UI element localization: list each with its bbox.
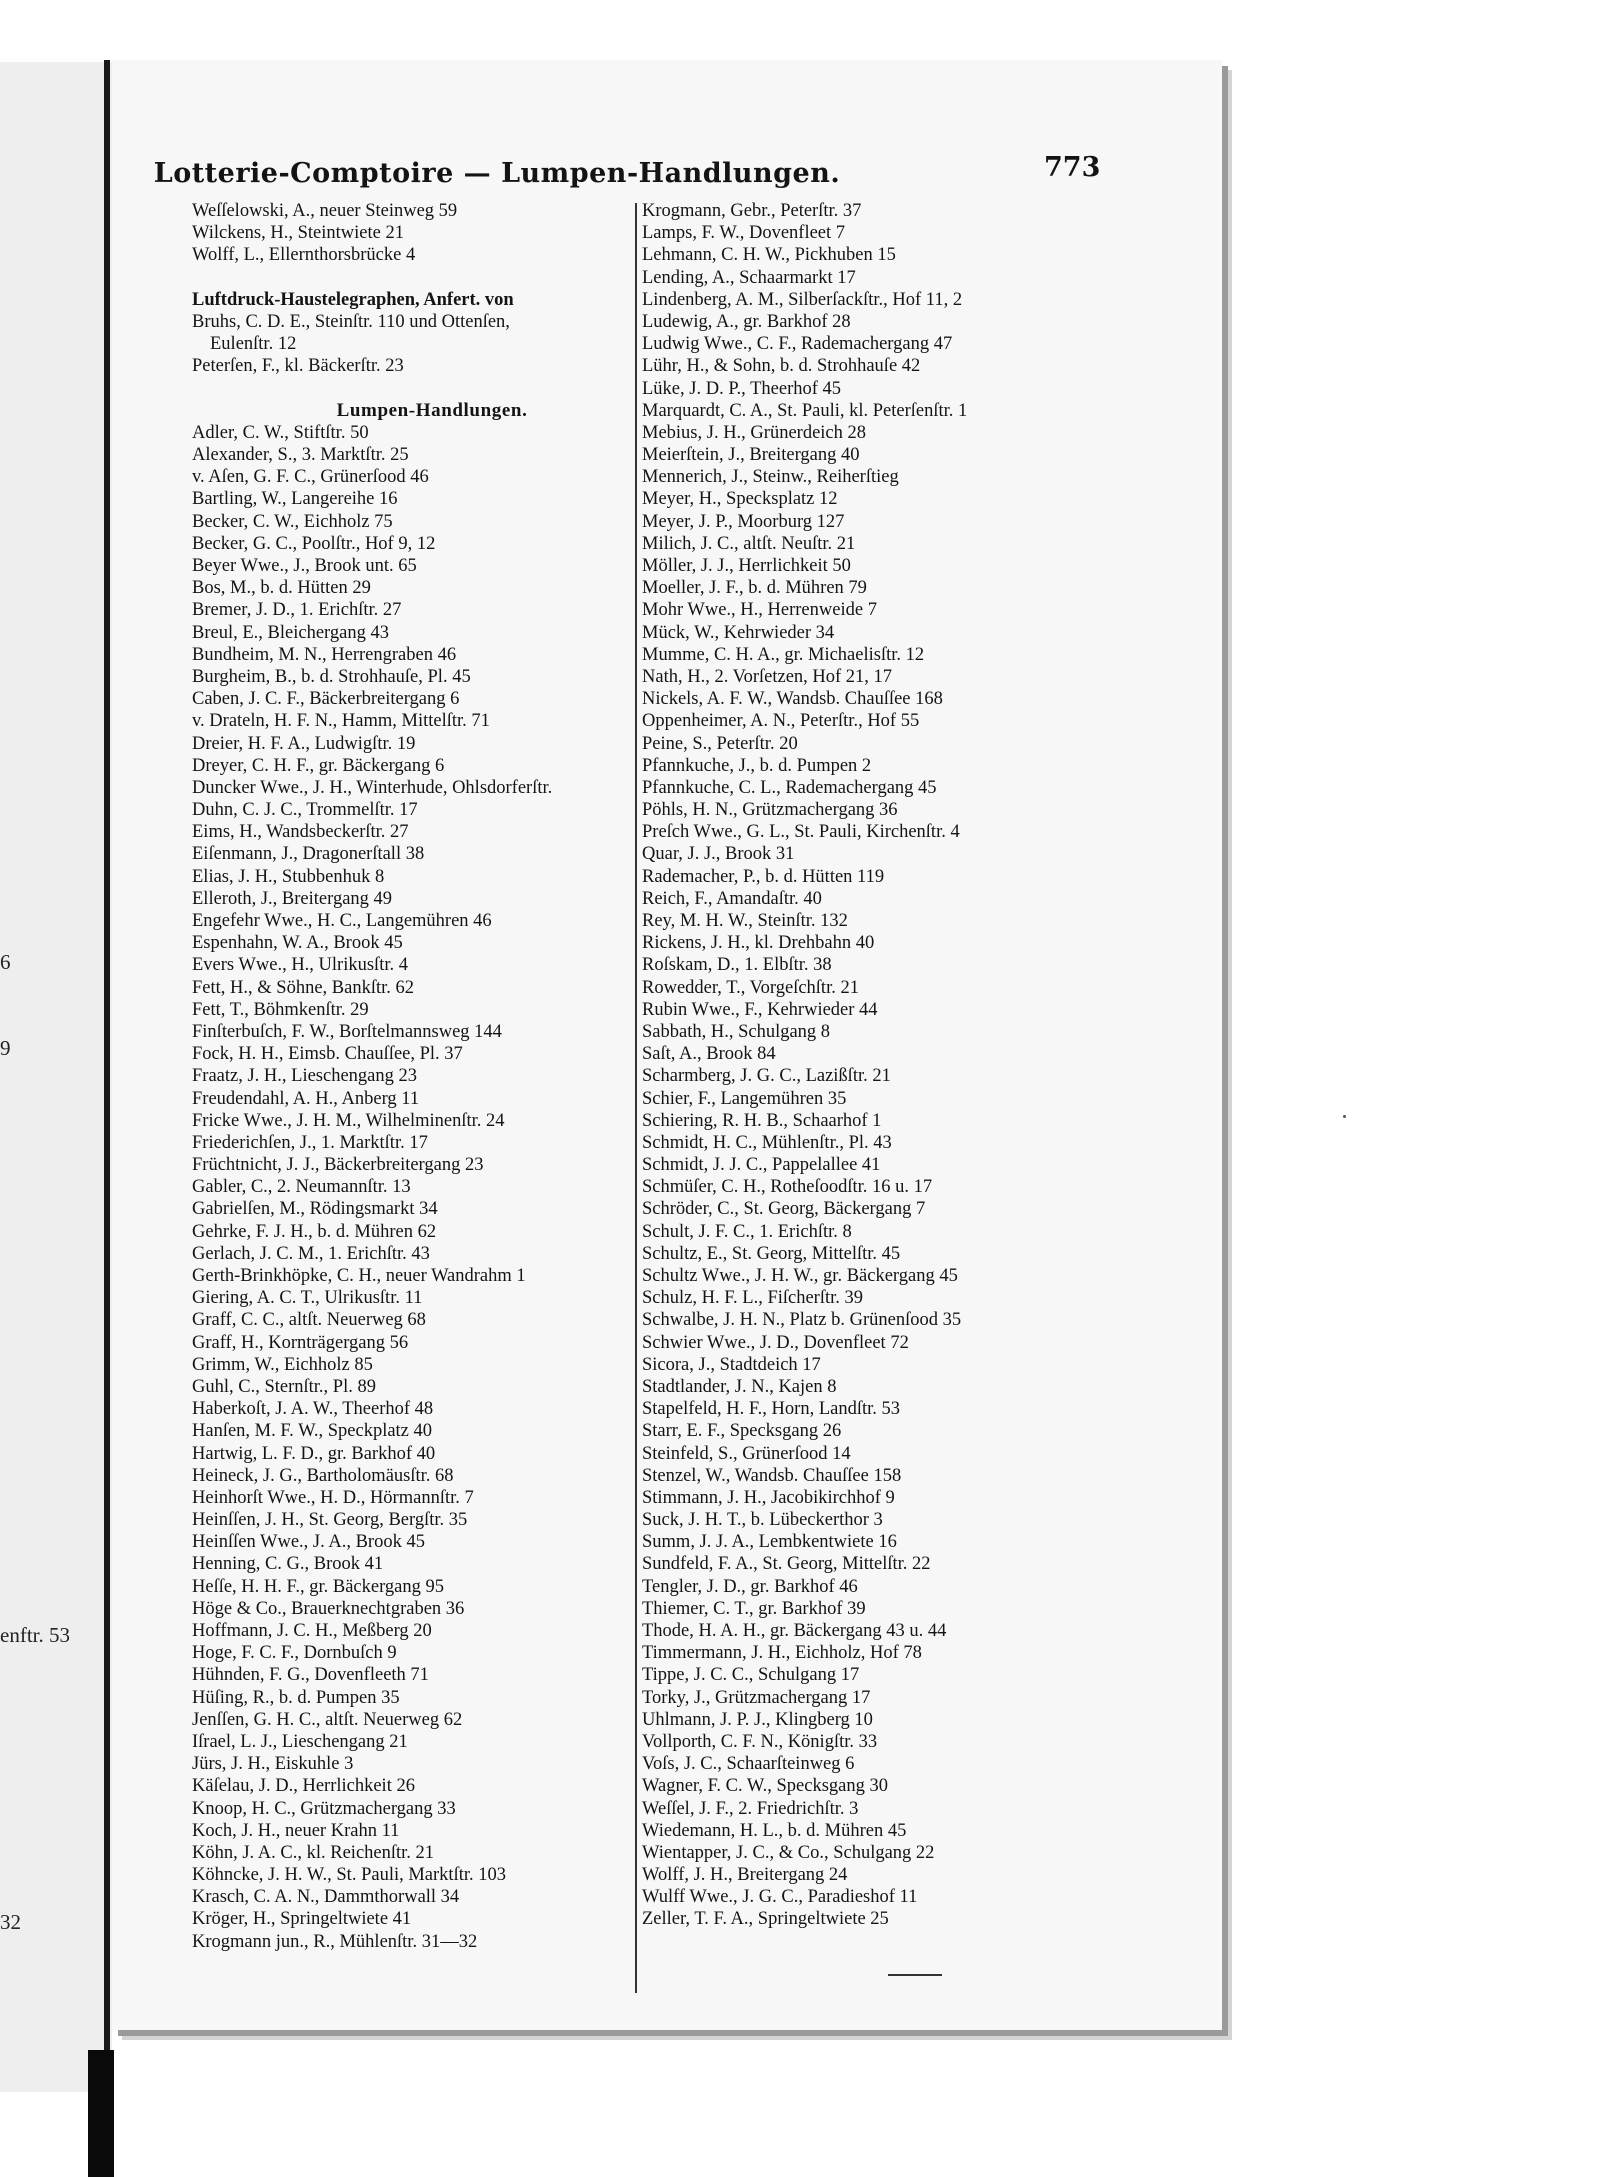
- directory-entry: Fett, T., Böhmkenſtr. 29: [192, 999, 369, 1020]
- directory-entry: Heinſſen, J. H., St. Georg, Bergſtr. 35: [192, 1510, 468, 1531]
- directory-entry: Evers Wwe., H., Ulrikusſtr. 4: [192, 955, 408, 976]
- directory-entry: Pfannkuche, C. L., Rademachergang 45: [642, 777, 937, 798]
- directory-entry: Duncker Wwe., J. H., Winterhude, Ohlsdorferſtr.: [192, 777, 553, 798]
- directory-entry: Becker, G. C., Poolſtr., Hof 9, 12: [192, 533, 436, 554]
- directory-entry: Mück, W., Kehrwieder 34: [642, 622, 835, 643]
- entry-continuation: Eulenſtr. 12: [210, 334, 297, 355]
- directory-entry: Fock, H. H., Eimsb. Chauſſee, Pl. 37: [192, 1044, 463, 1065]
- directory-entry: Elleroth, J., Breitergang 49: [192, 888, 393, 909]
- directory-entry: Höge & Co., Brauerknechtgraben 36: [192, 1598, 465, 1619]
- directory-entry: Graff, H., Kornträgergang 56: [192, 1332, 409, 1353]
- directory-entry: Ludwig Wwe., C. F., Rademachergang 47: [642, 334, 953, 355]
- directory-entry: Torky, J., Grützmachergang 17: [642, 1687, 871, 1708]
- directory-page: [112, 60, 1222, 2030]
- directory-entry: Gehrke, F. J. H., b. d. Mühren 62: [192, 1221, 437, 1242]
- directory-entry: Fricke Wwe., J. H. M., Wilhelminenſtr. 24: [192, 1110, 505, 1131]
- facing-page-fragment: 32: [0, 1910, 21, 1934]
- directory-entry: Peterſen, F., kl. Bäckerſtr. 23: [192, 356, 404, 377]
- directory-entry: Wolff, L., Ellernthorsbrücke 4: [192, 245, 416, 266]
- directory-entry: Duhn, C. J. C., Trommelſtr. 17: [192, 800, 418, 821]
- directory-entry: Wiedemann, H. L., b. d. Mühren 45: [642, 1820, 907, 1841]
- page-header: [112, 152, 1222, 196]
- directory-entry: Schultz Wwe., J. H. W., gr. Bäckergang 45: [642, 1266, 958, 1286]
- directory-entry: Wagner, F. C. W., Specksgang 30: [642, 1776, 889, 1797]
- directory-entry: Burgheim, B., b. d. Strohhauſe, Pl. 45: [192, 666, 471, 687]
- directory-entry: Fraatz, J. H., Lieschengang 23: [192, 1066, 418, 1087]
- directory-entry: Jürs, J. H., Eiskuhle 3: [192, 1754, 354, 1775]
- directory-entry: Roſskam, D., 1. Elbſtr. 38: [642, 955, 832, 976]
- directory-entry: Tengler, J. D., gr. Barkhof 46: [642, 1576, 858, 1597]
- directory-entry: Marquardt, C. A., St. Pauli, kl. Peterſenſtr. 1: [642, 400, 968, 421]
- directory-entry: Krogmann jun., R., Mühlenſtr. 31—32: [192, 1931, 478, 1952]
- directory-entry: Heſſe, H. H. F., gr. Bäckergang 95: [192, 1576, 444, 1597]
- directory-entry: Hüſing, R., b. d. Pumpen 35: [192, 1687, 400, 1708]
- directory-entry: Fett, H., & Söhne, Bankſtr. 62: [192, 977, 414, 998]
- directory-entry: Oppenheimer, A. N., Peterſtr., Hof 55: [642, 711, 920, 732]
- directory-entry: Schmidt, H. C., Mühlenſtr., Pl. 43: [642, 1132, 892, 1153]
- running-title: Lotterie-Comptoire — Lumpen-Handlungen.: [153, 158, 841, 189]
- directory-entry: Bundheim, M. N., Herrengraben 46: [192, 644, 457, 665]
- directory-entry: Giering, A. C. T., Ulrikusſtr. 11: [192, 1288, 423, 1309]
- directory-entry: Thode, H. A. H., gr. Bäckergang 43 u. 44: [642, 1621, 947, 1641]
- directory-entry: Thiemer, C. T., gr. Barkhof 39: [642, 1598, 866, 1619]
- directory-entry: Dreyer, C. H. F., gr. Bäckergang 6: [192, 755, 445, 776]
- directory-entry: Suck, J. H. T., b. Lübeckerthor 3: [642, 1510, 883, 1531]
- directory-entry: Mumme, C. H. A., gr. Michaelisſtr. 12: [642, 644, 925, 665]
- directory-entry: Peine, S., Peterſtr. 20: [642, 733, 798, 754]
- directory-entry: Schult, J. F. C., 1. Erichſtr. 8: [642, 1221, 852, 1242]
- directory-entry: Meierſtein, J., Breitergang 40: [642, 445, 860, 466]
- directory-entry: Rowedder, T., Vorgeſchſtr. 21: [642, 977, 859, 998]
- directory-entry: Finſterbuſch, F. W., Borſtelmannsweg 144: [192, 1021, 502, 1042]
- facing-page-fragment: 6: [0, 950, 11, 974]
- directory-entry: Rey, M. H. W., Steinſtr. 132: [642, 911, 848, 931]
- directory-entry: Alexander, S., 3. Marktſtr. 25: [192, 445, 409, 466]
- directory-entry: Reich, F., Amandaſtr. 40: [642, 888, 822, 909]
- directory-entry: Köhncke, J. H. W., St. Pauli, Marktſtr. 103: [192, 1865, 506, 1886]
- directory-entry: Hühnden, F. G., Dovenfleeth 71: [192, 1665, 429, 1686]
- directory-entry: Lühr, H., & Sohn, b. d. Strohhauſe 42: [642, 356, 921, 377]
- directory-entry: Zeller, T. F. A., Springeltwiete 25: [642, 1909, 889, 1930]
- directory-entry: Nickels, A. F. W., Wandsb. Chauſſee 168: [642, 689, 943, 710]
- directory-entry: Krogmann, Gebr., Peterſtr. 37: [642, 201, 862, 221]
- facing-page-fragment: 9: [0, 1036, 11, 1060]
- directory-entry: Ludewig, A., gr. Barkhof 28: [642, 311, 851, 332]
- right-column: [642, 200, 1212, 1931]
- directory-entry: Wolff, J. H., Breitergang 24: [642, 1865, 848, 1886]
- directory-entry: Vollporth, C. F. N., Königſtr. 33: [642, 1731, 878, 1752]
- directory-entry: Mebius, J. H., Grünerdeich 28: [642, 422, 867, 443]
- directory-entry: v. Aſen, G. F. C., Grünerſood 46: [192, 467, 429, 488]
- column-divider: [635, 203, 637, 1993]
- directory-entry: Schmidt, J. J. C., Pappelallee 41: [642, 1155, 881, 1176]
- directory-entry: Becker, C. W., Eichholz 75: [192, 511, 393, 532]
- directory-entry: Espenhahn, W. A., Brook 45: [192, 933, 403, 954]
- directory-entry: Saſt, A., Brook 84: [642, 1044, 776, 1065]
- directory-entry: Haberkoſt, J. A. W., Theerhof 48: [192, 1399, 434, 1420]
- directory-entry: Wilckens, H., Steintwiete 21: [192, 223, 404, 244]
- directory-entry: Sundfeld, F. A., St. Georg, Mittelſtr. 22: [642, 1554, 931, 1575]
- directory-entry: Stenzel, W., Wandsb. Chauſſee 158: [642, 1465, 902, 1486]
- directory-entry: Schröder, C., St. Georg, Bäckergang 7: [642, 1199, 926, 1220]
- directory-entry: Hanſen, M. F. W., Speckplatz 40: [192, 1421, 433, 1442]
- directory-entry: Uhlmann, J. P. J., Klingberg 10: [642, 1709, 873, 1730]
- directory-entry: Schulz, H. F. L., Fiſcherſtr. 39: [642, 1288, 864, 1309]
- page-number: 773: [1044, 152, 1101, 183]
- directory-entry: Gerlach, J. C. M., 1. Erichſtr. 43: [192, 1243, 430, 1264]
- directory-entry: Möller, J. J., Herrlichkeit 50: [642, 556, 851, 576]
- directory-entry: Graff, C. C., altſt. Neuerweg 68: [192, 1310, 426, 1331]
- directory-entry: Sabbath, H., Schulgang 8: [642, 1021, 831, 1042]
- directory-entry: Heineck, J. G., Bartholomäusſtr. 68: [192, 1465, 454, 1486]
- directory-entry: Knoop, H. C., Grützmachergang 33: [192, 1798, 456, 1819]
- directory-entry: Rubin Wwe., F., Kehrwieder 44: [642, 999, 878, 1020]
- directory-entry: Lending, A., Schaarmarkt 17: [642, 267, 856, 288]
- directory-entry: Weſſel, J. F., 2. Friedrichſtr. 3: [642, 1798, 859, 1819]
- directory-entry: Wulff Wwe., J. G. C., Paradieshof 11: [642, 1887, 918, 1908]
- directory-entry: Quar, J. J., Brook 31: [642, 844, 795, 865]
- directory-entry: Timmermann, J. H., Eichholz, Hof 78: [642, 1643, 922, 1664]
- directory-entry: Hoffmann, J. C. H., Meßberg 20: [192, 1621, 432, 1641]
- directory-entry: Breul, E., Bleichergang 43: [192, 622, 389, 643]
- directory-entry: Koch, J. H., neuer Krahn 11: [192, 1820, 400, 1841]
- directory-entry: Moeller, J. F., b. d. Mühren 79: [642, 578, 867, 599]
- directory-entry: Meyer, J. P., Moorburg 127: [642, 511, 845, 532]
- directory-entry: Adler, C. W., Stiftſtr. 50: [192, 422, 369, 443]
- directory-entry: Rickens, J. H., kl. Drehbahn 40: [642, 933, 875, 954]
- directory-entry: Heinhorſt Wwe., H. D., Hörmannſtr. 7: [192, 1487, 474, 1508]
- directory-entry: Gerth-Brinkhöpke, C. H., neuer Wandrahm 1: [192, 1266, 526, 1286]
- directory-entry: Grimm, W., Eichholz 85: [192, 1354, 373, 1375]
- directory-entry: Köhn, J. A. C., kl. Reichenſtr. 21: [192, 1842, 435, 1863]
- directory-entry: Engefehr Wwe., H. C., Langemühren 46: [192, 911, 492, 931]
- directory-entry: Lamps, F. W., Dovenfleet 7: [642, 223, 846, 244]
- directory-entry: Freudendahl, A. H., Anberg 11: [192, 1088, 420, 1109]
- directory-entry: Schiering, R. H. B., Schaarhof 1: [642, 1110, 882, 1131]
- directory-entry: Jenſſen, G. H. C., altſt. Neuerweg 62: [192, 1709, 463, 1730]
- directory-entry: Milich, J. C., altſt. Neuſtr. 21: [642, 533, 856, 554]
- facing-page-fragment: enftr. 53: [0, 1623, 70, 1647]
- directory-entry: Stimmann, J. H., Jacobikirchhof 9: [642, 1487, 895, 1508]
- directory-entry: Stadtlander, J. N., Kajen 8: [642, 1376, 837, 1397]
- directory-entry: Gabler, C., 2. Neumannſtr. 13: [192, 1177, 411, 1198]
- directory-entry: Bartling, W., Langereihe 16: [192, 489, 398, 510]
- directory-entry: Voſs, J. C., Schaarſteinweg 6: [642, 1754, 855, 1775]
- directory-entry: Krasch, C. A. N., Dammthorwall 34: [192, 1887, 460, 1908]
- directory-entry: Pfannkuche, J., b. d. Pumpen 2: [642, 755, 872, 776]
- directory-entry: Früchtnicht, J. J., Bäckerbreitergang 23: [192, 1155, 484, 1176]
- scan-speck: [1343, 1115, 1346, 1118]
- directory-entry: v. Drateln, H. F. N., Hamm, Mittelſtr. 71: [192, 711, 490, 732]
- directory-entry: Schultz, E., St. Georg, Mittelſtr. 45: [642, 1243, 901, 1264]
- directory-entry: Schier, F., Langemühren 35: [642, 1088, 847, 1109]
- directory-entry: Rademacher, P., b. d. Hütten 119: [642, 866, 885, 887]
- directory-entry: Hoge, F. C. F., Dornbuſch 9: [192, 1643, 397, 1664]
- end-rule: [888, 1974, 942, 1976]
- directory-entry: Schmüſer, C. H., Rotheſoodſtr. 16 u. 17: [642, 1177, 933, 1198]
- directory-entry: Friederichſen, J., 1. Marktſtr. 17: [192, 1132, 428, 1153]
- directory-entry: Hartwig, L. F. D., gr. Barkhof 40: [192, 1443, 436, 1464]
- section-heading: Lumpen-Handlungen.: [336, 399, 528, 421]
- directory-entry: Steinfeld, S., Grünerſood 14: [642, 1443, 851, 1464]
- directory-entry: Lindenberg, A. M., Silberſackſtr., Hof 11, 2: [642, 289, 963, 310]
- directory-entry: Dreier, H. F. A., Ludwigſtr. 19: [192, 733, 416, 754]
- directory-entry: Summ, J. J. A., Lembkentwiete 16: [642, 1532, 897, 1553]
- directory-entry: Lehmann, C. H. W., Pickhuben 15: [642, 245, 896, 266]
- directory-entry: Lüke, J. D. P., Theerhof 45: [642, 378, 842, 399]
- category-heading: Luftdruck-Haustelegraphen, Anfert. von: [192, 289, 514, 310]
- directory-entry: Tippe, J. C. C., Schulgang 17: [642, 1665, 860, 1686]
- directory-entry: Weſſelowski, A., neuer Steinweg 59: [192, 201, 458, 221]
- directory-entry: Schwalbe, J. H. N., Platz b. Grünenſood 35: [642, 1310, 962, 1331]
- directory-entry: Kröger, H., Springeltwiete 41: [192, 1909, 412, 1930]
- directory-entry: Bos, M., b. d. Hütten 29: [192, 578, 371, 599]
- directory-entry: Bruhs, C. D. E., Steinſtr. 110 und Ottenſen,: [192, 311, 510, 332]
- directory-entry: Schwier Wwe., J. D., Dovenfleet 72: [642, 1332, 909, 1353]
- directory-entry: Bremer, J. D., 1. Erichſtr. 27: [192, 600, 402, 621]
- book-gutter: [104, 60, 110, 2100]
- directory-entry: Eiſenmann, J., Dragonerſtall 38: [192, 844, 425, 865]
- directory-entry: Mennerich, J., Steinw., Reiherſtieg: [642, 467, 899, 488]
- directory-entry: Elias, J. H., Stubbenhuk 8: [192, 866, 385, 887]
- directory-entry: Heinſſen Wwe., J. A., Brook 45: [192, 1532, 425, 1553]
- directory-entry: Eims, H., Wandsbeckerſtr. 27: [192, 822, 409, 843]
- directory-entry: Wientapper, J. C., & Co., Schulgang 22: [642, 1842, 935, 1863]
- directory-entry: Beyer Wwe., J., Brook unt. 65: [192, 556, 417, 576]
- directory-entry: Gabrielſen, M., Rödingsmarkt 34: [192, 1199, 438, 1220]
- scan-edge-bar: [88, 2050, 114, 2177]
- directory-entry: Meyer, H., Specksplatz 12: [642, 489, 838, 510]
- directory-entry: Preſch Wwe., G. L., St. Pauli, Kirchenſtr. 4: [642, 822, 960, 843]
- directory-entry: Guhl, C., Sternſtr., Pl. 89: [192, 1376, 376, 1397]
- directory-entry: Scharmberg, J. G. C., Lazißſtr. 21: [642, 1066, 891, 1087]
- directory-entry: Henning, C. G., Brook 41: [192, 1554, 384, 1575]
- facing-page-edge: [0, 62, 112, 2092]
- directory-entry: Caben, J. C. F., Bäckerbreitergang 6: [192, 689, 460, 710]
- directory-entry: Käſelau, J. D., Herrlichkeit 26: [192, 1776, 415, 1797]
- directory-entry: Iſrael, L. J., Lieschengang 21: [192, 1731, 408, 1752]
- directory-entry: Pöhls, H. N., Grützmachergang 36: [642, 800, 898, 821]
- directory-entry: Mohr Wwe., H., Herrenweide 7: [642, 600, 877, 621]
- directory-entry: Stapelfeld, H. F., Horn, Landſtr. 53: [642, 1399, 900, 1420]
- directory-entry: Sicora, J., Stadtdeich 17: [642, 1354, 821, 1375]
- directory-entry: Nath, H., 2. Vorſetzen, Hof 21, 17: [642, 666, 893, 687]
- directory-entry: Starr, E. F., Specksgang 26: [642, 1421, 842, 1442]
